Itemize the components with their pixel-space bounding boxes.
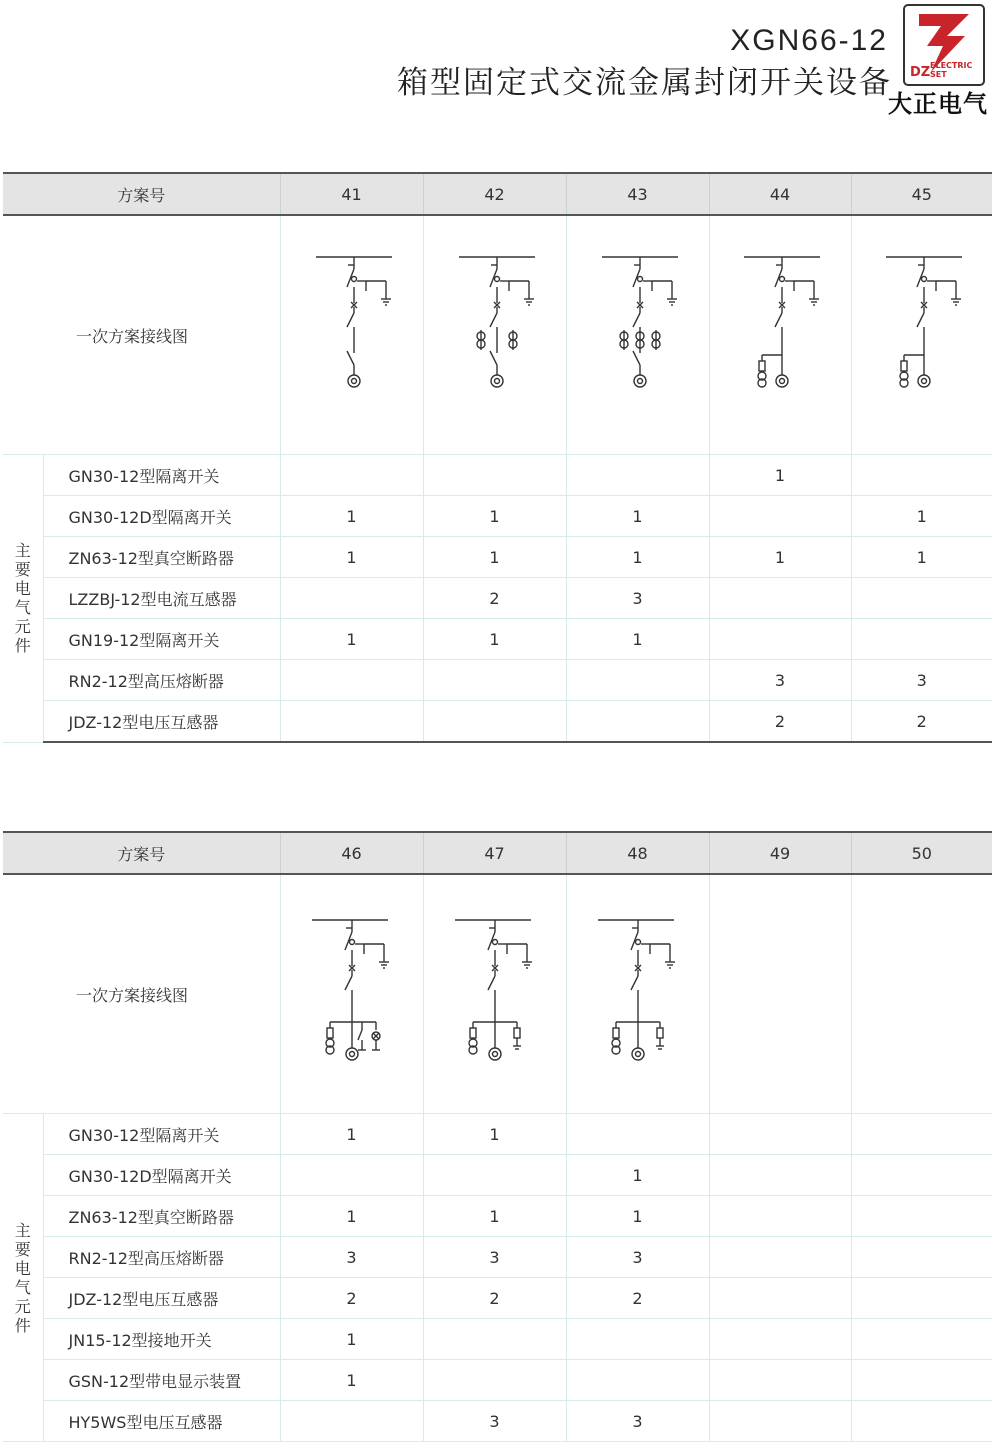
quantity-cell: 1 <box>566 537 709 578</box>
quantity-cell: 1 <box>566 1155 709 1196</box>
scheme-number: 47 <box>423 832 566 874</box>
scheme-header-row <box>3 173 992 215</box>
component-group-text: 主要电气元件 <box>14 1220 31 1335</box>
page-header <box>0 0 1000 130</box>
component-name: JDZ-12型电压互感器 <box>43 1278 280 1319</box>
quantity-cell <box>851 1237 992 1278</box>
quantity-cell <box>709 1114 851 1155</box>
diagram-cell <box>280 215 423 455</box>
wiring-diagram-41 <box>302 245 402 425</box>
quantity-cell <box>851 1319 992 1360</box>
quantity-cell: 1 <box>566 1196 709 1237</box>
scheme-label: 方案号 <box>3 832 280 874</box>
quantity-cell: 1 <box>280 537 423 578</box>
quantity-cell: 1 <box>280 1196 423 1237</box>
scheme-label: 方案号 <box>3 173 280 215</box>
scheme-number: 44 <box>709 173 851 215</box>
quantity-cell <box>851 1278 992 1319</box>
table-row <box>3 1360 992 1401</box>
table-row <box>3 578 992 619</box>
component-group-text: 主要电气元件 <box>14 541 31 656</box>
quantity-cell: 1 <box>280 496 423 537</box>
scheme-table-41-45 <box>3 172 992 743</box>
quantity-cell <box>851 1114 992 1155</box>
component-group-label <box>3 1114 43 1442</box>
table-row <box>3 455 992 496</box>
quantity-cell <box>566 455 709 496</box>
quantity-cell <box>566 660 709 701</box>
quantity-cell: 3 <box>566 1237 709 1278</box>
quantity-cell: 1 <box>280 1114 423 1155</box>
quantity-cell <box>423 1155 566 1196</box>
component-name: HY5WS型电压互感器 <box>43 1401 280 1442</box>
diagram-cell <box>566 874 709 1114</box>
quantity-cell: 1 <box>423 1196 566 1237</box>
quantity-cell <box>423 1319 566 1360</box>
quantity-cell: 1 <box>423 619 566 660</box>
quantity-cell <box>709 1319 851 1360</box>
quantity-cell <box>851 619 992 660</box>
quantity-cell <box>709 1196 851 1237</box>
quantity-cell <box>709 619 851 660</box>
quantity-cell <box>423 701 566 743</box>
scheme-number: 46 <box>280 832 423 874</box>
quantity-cell: 2 <box>851 701 992 743</box>
table-row <box>3 1114 992 1155</box>
quantity-cell <box>566 1114 709 1155</box>
table-row <box>3 1237 992 1278</box>
logo-mark: DZ <box>910 65 931 80</box>
component-name: ZN63-12型真空断路器 <box>43 1196 280 1237</box>
quantity-cell <box>709 1360 851 1401</box>
quantity-cell: 1 <box>566 619 709 660</box>
quantity-cell: 1 <box>709 537 851 578</box>
component-name: GN30-12型隔离开关 <box>43 455 280 496</box>
quantity-cell <box>709 1401 851 1442</box>
quantity-cell <box>280 660 423 701</box>
wiring-diagram-47 <box>445 904 545 1084</box>
diagram-cell <box>423 215 566 455</box>
diagram-cell <box>280 874 423 1114</box>
diagram-row <box>3 215 992 455</box>
table-row <box>3 1278 992 1319</box>
table-row <box>3 1319 992 1360</box>
quantity-cell <box>851 578 992 619</box>
quantity-cell: 1 <box>280 1360 423 1401</box>
diagram-row <box>3 874 992 1114</box>
quantity-cell <box>280 1155 423 1196</box>
quantity-cell: 1 <box>280 1319 423 1360</box>
component-name: GN30-12D型隔离开关 <box>43 1155 280 1196</box>
model-number: XGN66-12 <box>730 24 888 57</box>
quantity-cell <box>566 701 709 743</box>
scheme-number: 42 <box>423 173 566 215</box>
component-name: GN30-12型隔离开关 <box>43 1114 280 1155</box>
quantity-cell: 1 <box>423 496 566 537</box>
component-name: GSN-12型带电显示装置 <box>43 1360 280 1401</box>
scheme-number: 48 <box>566 832 709 874</box>
quantity-cell: 1 <box>851 496 992 537</box>
quantity-cell <box>423 455 566 496</box>
component-name: GN19-12型隔离开关 <box>43 619 280 660</box>
component-name: JN15-12型接地开关 <box>43 1319 280 1360</box>
quantity-cell <box>851 455 992 496</box>
component-name: JDZ-12型电压互感器 <box>43 701 280 743</box>
quantity-cell <box>566 1360 709 1401</box>
diagram-cell <box>851 215 992 455</box>
component-name: LZZBJ-12型电流互感器 <box>43 578 280 619</box>
scheme-header-row <box>3 832 992 874</box>
wiring-diagram-45 <box>872 245 972 425</box>
quantity-cell <box>851 1196 992 1237</box>
quantity-cell: 1 <box>423 537 566 578</box>
component-name: RN2-12型高压熔断器 <box>43 660 280 701</box>
quantity-cell <box>709 496 851 537</box>
quantity-cell <box>851 1360 992 1401</box>
quantity-cell: 3 <box>566 1401 709 1442</box>
table-row <box>3 1196 992 1237</box>
logo-subtext: ELECTRIC SET <box>930 61 973 79</box>
wiring-diagram-46 <box>302 904 402 1084</box>
quantity-cell: 3 <box>566 578 709 619</box>
product-title: 箱型固定式交流金属封闭开关设备 <box>397 65 892 101</box>
quantity-cell <box>709 1278 851 1319</box>
diagram-label: 一次方案接线图 <box>3 215 280 455</box>
quantity-cell <box>423 660 566 701</box>
quantity-cell: 3 <box>423 1401 566 1442</box>
scheme-number: 45 <box>851 173 992 215</box>
quantity-cell <box>280 701 423 743</box>
quantity-cell <box>709 1237 851 1278</box>
diagram-cell <box>566 215 709 455</box>
wiring-diagram-43 <box>588 245 688 425</box>
diagram-cell <box>709 215 851 455</box>
company-logo <box>903 4 985 86</box>
quantity-cell <box>280 578 423 619</box>
quantity-cell <box>566 1319 709 1360</box>
quantity-cell <box>423 1360 566 1401</box>
quantity-cell: 3 <box>280 1237 423 1278</box>
wiring-diagram-42 <box>445 245 545 425</box>
diagram-label: 一次方案接线图 <box>3 874 280 1114</box>
quantity-cell: 1 <box>709 455 851 496</box>
table-row <box>3 660 992 701</box>
component-name: GN30-12D型隔离开关 <box>43 496 280 537</box>
scheme-number: 49 <box>709 832 851 874</box>
quantity-cell: 2 <box>709 701 851 743</box>
quantity-cell <box>280 455 423 496</box>
quantity-cell <box>851 1401 992 1442</box>
quantity-cell <box>280 1401 423 1442</box>
diagram-cell <box>851 874 992 1114</box>
quantity-cell: 2 <box>280 1278 423 1319</box>
scheme-number: 50 <box>851 832 992 874</box>
table-row <box>3 701 992 743</box>
quantity-cell <box>851 1155 992 1196</box>
component-name: RN2-12型高压熔断器 <box>43 1237 280 1278</box>
quantity-cell <box>709 578 851 619</box>
quantity-cell: 3 <box>851 660 992 701</box>
table-row <box>3 1401 992 1442</box>
scheme-table-46-50 <box>3 831 992 1442</box>
scheme-number: 41 <box>280 173 423 215</box>
quantity-cell: 1 <box>423 1114 566 1155</box>
quantity-cell: 3 <box>709 660 851 701</box>
table-row <box>3 496 992 537</box>
quantity-cell: 2 <box>423 1278 566 1319</box>
brand-name: 大正电气 <box>888 90 988 118</box>
quantity-cell: 2 <box>423 578 566 619</box>
wiring-diagram-48 <box>588 904 688 1084</box>
quantity-cell: 1 <box>566 496 709 537</box>
component-group-label <box>3 455 43 743</box>
table-row <box>3 1155 992 1196</box>
quantity-cell: 1 <box>851 537 992 578</box>
diagram-cell <box>709 874 851 1114</box>
quantity-cell <box>709 1155 851 1196</box>
quantity-cell: 1 <box>280 619 423 660</box>
component-name: ZN63-12型真空断路器 <box>43 537 280 578</box>
wiring-diagram-44 <box>730 245 830 425</box>
scheme-number: 43 <box>566 173 709 215</box>
table-row <box>3 537 992 578</box>
diagram-cell <box>423 874 566 1114</box>
table-row <box>3 619 992 660</box>
quantity-cell: 2 <box>566 1278 709 1319</box>
quantity-cell: 3 <box>423 1237 566 1278</box>
